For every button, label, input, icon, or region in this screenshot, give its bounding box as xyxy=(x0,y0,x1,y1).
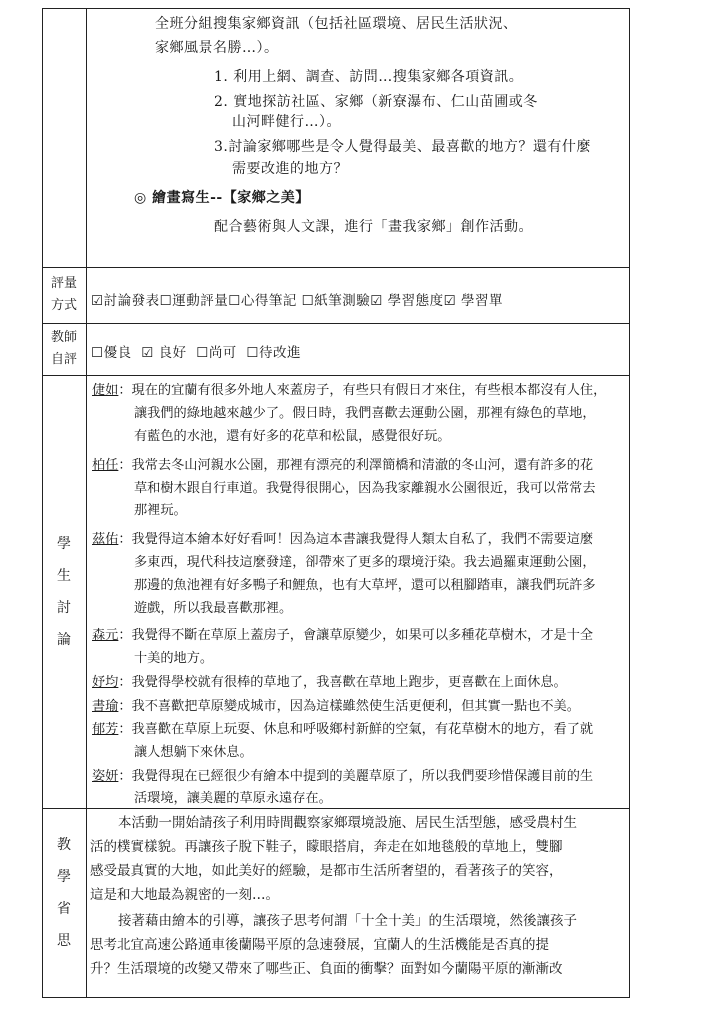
drawing-description: 配合藝術與人文課，進行「畫我家鄉」創作活動。 xyxy=(214,219,533,235)
row-divider-4 xyxy=(42,808,630,809)
opt-excellent: 優良 xyxy=(103,345,132,361)
eval-method-options xyxy=(91,291,503,311)
entry-text: 那邊的魚池裡有好多鴨子和鯉魚，也有大草坪，還可以租腳踏車，讓我們玩許多 xyxy=(134,578,596,593)
opt-worksheet: 學習單 xyxy=(461,293,504,309)
discussion-entry xyxy=(92,380,606,402)
entry-text: 那裡玩。 xyxy=(134,503,187,518)
student-name: 姿妍 xyxy=(92,769,119,784)
opt-discussion: 討論發表 xyxy=(103,293,160,309)
entry-text: 多東西，現代科技這麼發達，卻帶來了更多的環境汙染。我去過羅東運動公園， xyxy=(134,555,596,570)
checked-box-icon[interactable]: ☑ xyxy=(91,293,104,309)
reflection-line: 感受最真實的大地，如此美好的經驗，是都市生活所奢望的，看著孩子的笑容， xyxy=(90,863,563,879)
row-divider-1 xyxy=(42,267,630,268)
student-name: 妤均 xyxy=(92,675,119,690)
activity-item-2a: 2. 實地探訪社區、家鄉（新寮瀑布、仁山苗圃或冬 xyxy=(214,94,538,110)
empty-box-icon[interactable]: ☐ xyxy=(196,345,209,361)
activity-intro-line1: 全班分組搜集家鄉資訊（包括社區環境、居民生活狀況、 xyxy=(155,16,518,32)
opt-notes: 心得筆記 xyxy=(240,293,297,309)
entry-text: ：我喜歡在草原上玩耍、休息和呼吸鄉村新鮮的空氣，有花草樹木的地方，看了就 xyxy=(118,722,594,737)
column-divider xyxy=(86,267,87,998)
reflection-line: 接著藉由繪本的引導，讓孩子思考何謂「十全十美」的生活環境，然後讓孩子 xyxy=(118,913,577,929)
student-name: 書瑜 xyxy=(92,699,119,714)
entry-text: 有藍色的水池，還有好多的花草和松鼠，感覺很好玩。 xyxy=(134,429,451,444)
self-eval-options xyxy=(91,343,301,363)
activity-item-3a: 3.討論家鄉哪些是令人覺得最美、最喜歡的地方？還有什麼 xyxy=(214,139,591,155)
student-name: 茲佑 xyxy=(92,532,119,547)
self-eval-label xyxy=(42,329,86,369)
label-char: 省 xyxy=(57,901,71,917)
discussion-entry xyxy=(92,766,593,788)
opt-exercise: 運動評量 xyxy=(172,293,229,309)
eval-method-label-1: 評量 xyxy=(50,276,77,291)
entry-text: ：我覺得學校就有很棒的草地了，我喜歡在草地上跑步，更喜歡在上面休息。 xyxy=(118,675,567,690)
bullseye-icon: ◎ xyxy=(134,190,147,206)
discussion-entry xyxy=(92,455,593,477)
teaching-reflection-label xyxy=(42,829,86,957)
empty-box-icon[interactable]: ☐ xyxy=(159,293,173,309)
opt-fair: 尚可 xyxy=(208,345,237,361)
drawing-heading xyxy=(134,188,310,208)
discussion-entry xyxy=(92,529,593,551)
entry-text: 讓人想躺下來休息。 xyxy=(134,745,253,760)
entry-text: 讓我們的綠地越來越少了。假日時，我們喜歡去運動公園，那裡有綠色的草地， xyxy=(134,406,596,421)
student-name: 倢如 xyxy=(92,383,119,398)
reflection-line: 活的樸實樣貌。再讓孩子脫下鞋子，矇眼搭肩，奔走在如地毯般的草地上，雙腳 xyxy=(90,839,563,855)
label-char: 教 xyxy=(57,837,71,853)
label-char: 思 xyxy=(57,933,71,949)
discussion-entry xyxy=(92,672,567,694)
empty-box-icon[interactable]: ☐ xyxy=(301,293,315,309)
student-name: 柏任 xyxy=(92,458,119,473)
entry-text: ：我不喜歡把草原變成城市，因為這樣雖然使生活更便利，但其實一點也不美。 xyxy=(118,699,580,714)
reflection-line: 升？生活環境的改變又帶來了哪些正、負面的衝擊？面對如今蘭陽平原的漸漸改 xyxy=(90,961,563,977)
empty-box-icon[interactable]: ☐ xyxy=(91,345,104,361)
row-divider-3 xyxy=(42,375,630,376)
entry-text: ：我覺得這本繪本好好看呵！因為這本書讓我覺得人類太自私了，我們不需要這麼 xyxy=(118,532,594,547)
discussion-entry xyxy=(92,696,580,718)
label-char: 學 xyxy=(57,869,71,885)
activity-item-1: 1. 利用上網、調查、訪問…搜集家鄉各項資訊。 xyxy=(214,69,524,85)
entry-text: 草和樹木跟自行車道。我覺得很開心，因為我家離親水公園很近，我可以常常去 xyxy=(134,481,596,496)
entry-text: ：現在的宜蘭有很多外地人來蓋房子，有些只有假日才來住，有些根本都沒有人住， xyxy=(118,383,607,398)
reflection-line: 本活動一開始請孩子利用時間觀察家鄉環境設施、居民生活型態，感受農村生 xyxy=(118,815,577,831)
self-eval-label-2: 自評 xyxy=(50,352,77,367)
discussion-entry xyxy=(92,719,593,741)
eval-method-label-2: 方式 xyxy=(50,298,77,313)
discussion-entry xyxy=(92,625,593,647)
activity-item-3b: 需要改進的地方？ xyxy=(232,161,348,177)
checked-box-icon[interactable]: ☑ xyxy=(141,345,154,361)
column-divider-top xyxy=(86,8,87,267)
checked-box-icon[interactable]: ☑ xyxy=(443,293,457,309)
label-char: 討 xyxy=(57,600,71,616)
row-divider-2 xyxy=(42,323,630,324)
drawing-heading-text: 繪畫寫生--【家鄉之美】 xyxy=(152,190,310,206)
opt-attitude: 學習態度 xyxy=(387,293,444,309)
student-discussion-label xyxy=(42,528,86,656)
entry-text: ：我常去冬山河親水公園，那裡有漂亮的利澤簡橋和清澈的冬山河，還有許多的花 xyxy=(118,458,594,473)
entry-text: ：我覺得現在已經很少有繪本中提到的美麗草原了，所以我們要珍惜保護目前的生 xyxy=(118,769,594,784)
opt-good: 良好 xyxy=(158,345,187,361)
activity-intro-line2: 家鄉風景名勝…）。 xyxy=(155,40,279,56)
self-eval-label-1: 教師 xyxy=(50,330,77,345)
entry-text: 活環境，讓美麗的草原永遠存在。 xyxy=(134,791,332,806)
activity-item-2b: 山河畔健行…）。 xyxy=(232,114,341,130)
label-char: 學 xyxy=(57,536,71,552)
checked-box-icon[interactable]: ☑ xyxy=(370,293,383,309)
entry-text: 遊戲，所以我最喜歡那裡。 xyxy=(134,601,293,616)
empty-box-icon[interactable]: ☐ xyxy=(228,293,241,309)
reflection-line: 這是和大地最為親密的一刻…。 xyxy=(90,887,279,903)
entry-text: ：我覺得不斷在草原上蓋房子，會讓草原變少，如果可以多種花草樹木，才是十全 xyxy=(118,628,594,643)
eval-method-label xyxy=(42,275,86,315)
label-char: 論 xyxy=(57,632,71,648)
opt-improve: 待改進 xyxy=(259,345,302,361)
student-name: 森元 xyxy=(92,628,119,643)
label-char: 生 xyxy=(57,568,71,584)
reflection-line: 思考北宜高速公路通車後蘭陽平原的急速發展，宜蘭人的生活機能是否真的提 xyxy=(90,937,549,953)
entry-text: 十美的地方。 xyxy=(134,651,214,666)
empty-box-icon[interactable]: ☐ xyxy=(246,345,260,361)
student-name: 郁芳 xyxy=(92,722,119,737)
opt-test: 紙筆測驗 xyxy=(314,293,371,309)
